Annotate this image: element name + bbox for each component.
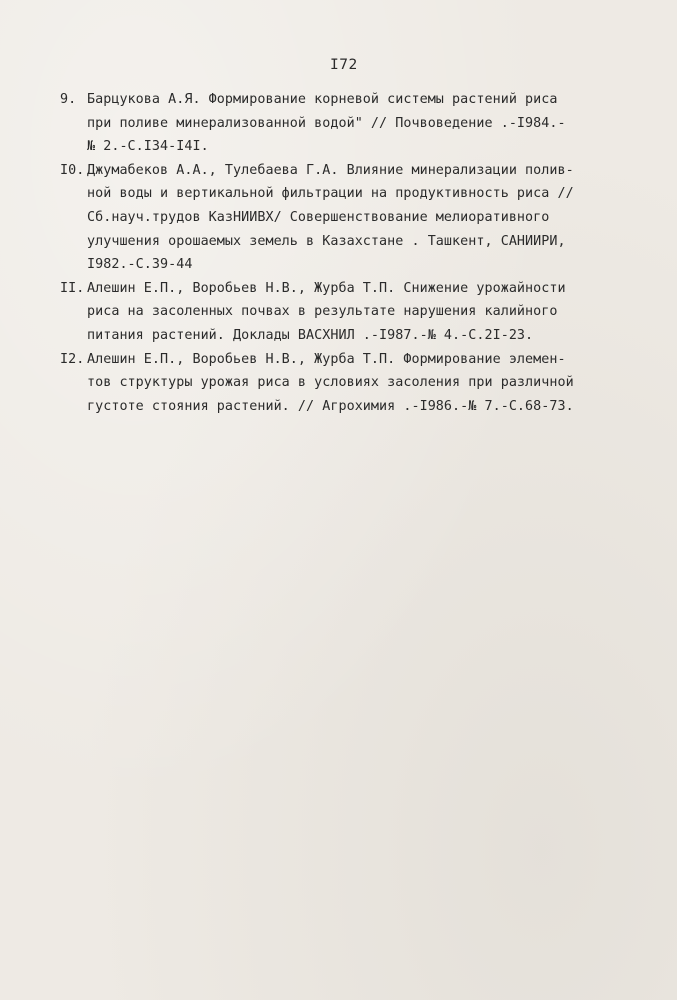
reference-line: тов структуры урожая риса в условиях засоления при различной xyxy=(87,375,574,391)
reference-line: питания растений. Доклады ВАСХНИЛ .-I987.-№ 4.-С.2I-23. xyxy=(87,327,534,343)
reference-item xyxy=(60,277,660,348)
reference-line: Алешин Е.П., Воробьев Н.В., Журба Т.П. Снижение урожайности xyxy=(87,280,566,296)
reference-line: Алешин Е.П., Воробьев Н.В., Журба Т.П. Формирование элемен- xyxy=(87,351,566,367)
reference-line: риса на засоленных почвах в результате нарушения калийного xyxy=(87,304,558,320)
reference-line: Сб.науч.трудов КазНИИВХ/ Совершенствование мелиоративного xyxy=(87,209,550,225)
reference-line: I982.-С.39-44 xyxy=(87,257,193,273)
reference-line: при поливе минерализованной водой" // Почвоведение .-I984.- xyxy=(87,115,566,131)
reference-item xyxy=(60,159,660,277)
reference-item xyxy=(60,348,660,419)
reference-line: № 2.-С.I34-I4I. xyxy=(87,139,209,155)
reference-line: улучшения орошаемых земель в Казахстане . Ташкент, САНИИРИ, xyxy=(87,233,566,249)
reference-list xyxy=(60,88,660,418)
reference-item xyxy=(60,88,660,159)
reference-number: I0. xyxy=(60,162,85,178)
reference-line: Джумабеков А.А., Тулебаева Г.А. Влияние минерализации полив- xyxy=(87,162,574,178)
reference-number: 9. xyxy=(60,92,77,107)
reference-number: I2. xyxy=(60,351,85,367)
reference-number: II. xyxy=(60,280,85,296)
reference-line: ной воды и вертикальной фильтрации на продуктивность риса // xyxy=(87,186,574,202)
page-number: I72 xyxy=(330,57,358,73)
reference-line: густоте стояния растений. // Агрохимия .-I986.-№ 7.-С.68-73. xyxy=(87,398,574,414)
reference-line: Барцукова А.Я. Формирование корневой системы растений риса xyxy=(87,92,558,107)
